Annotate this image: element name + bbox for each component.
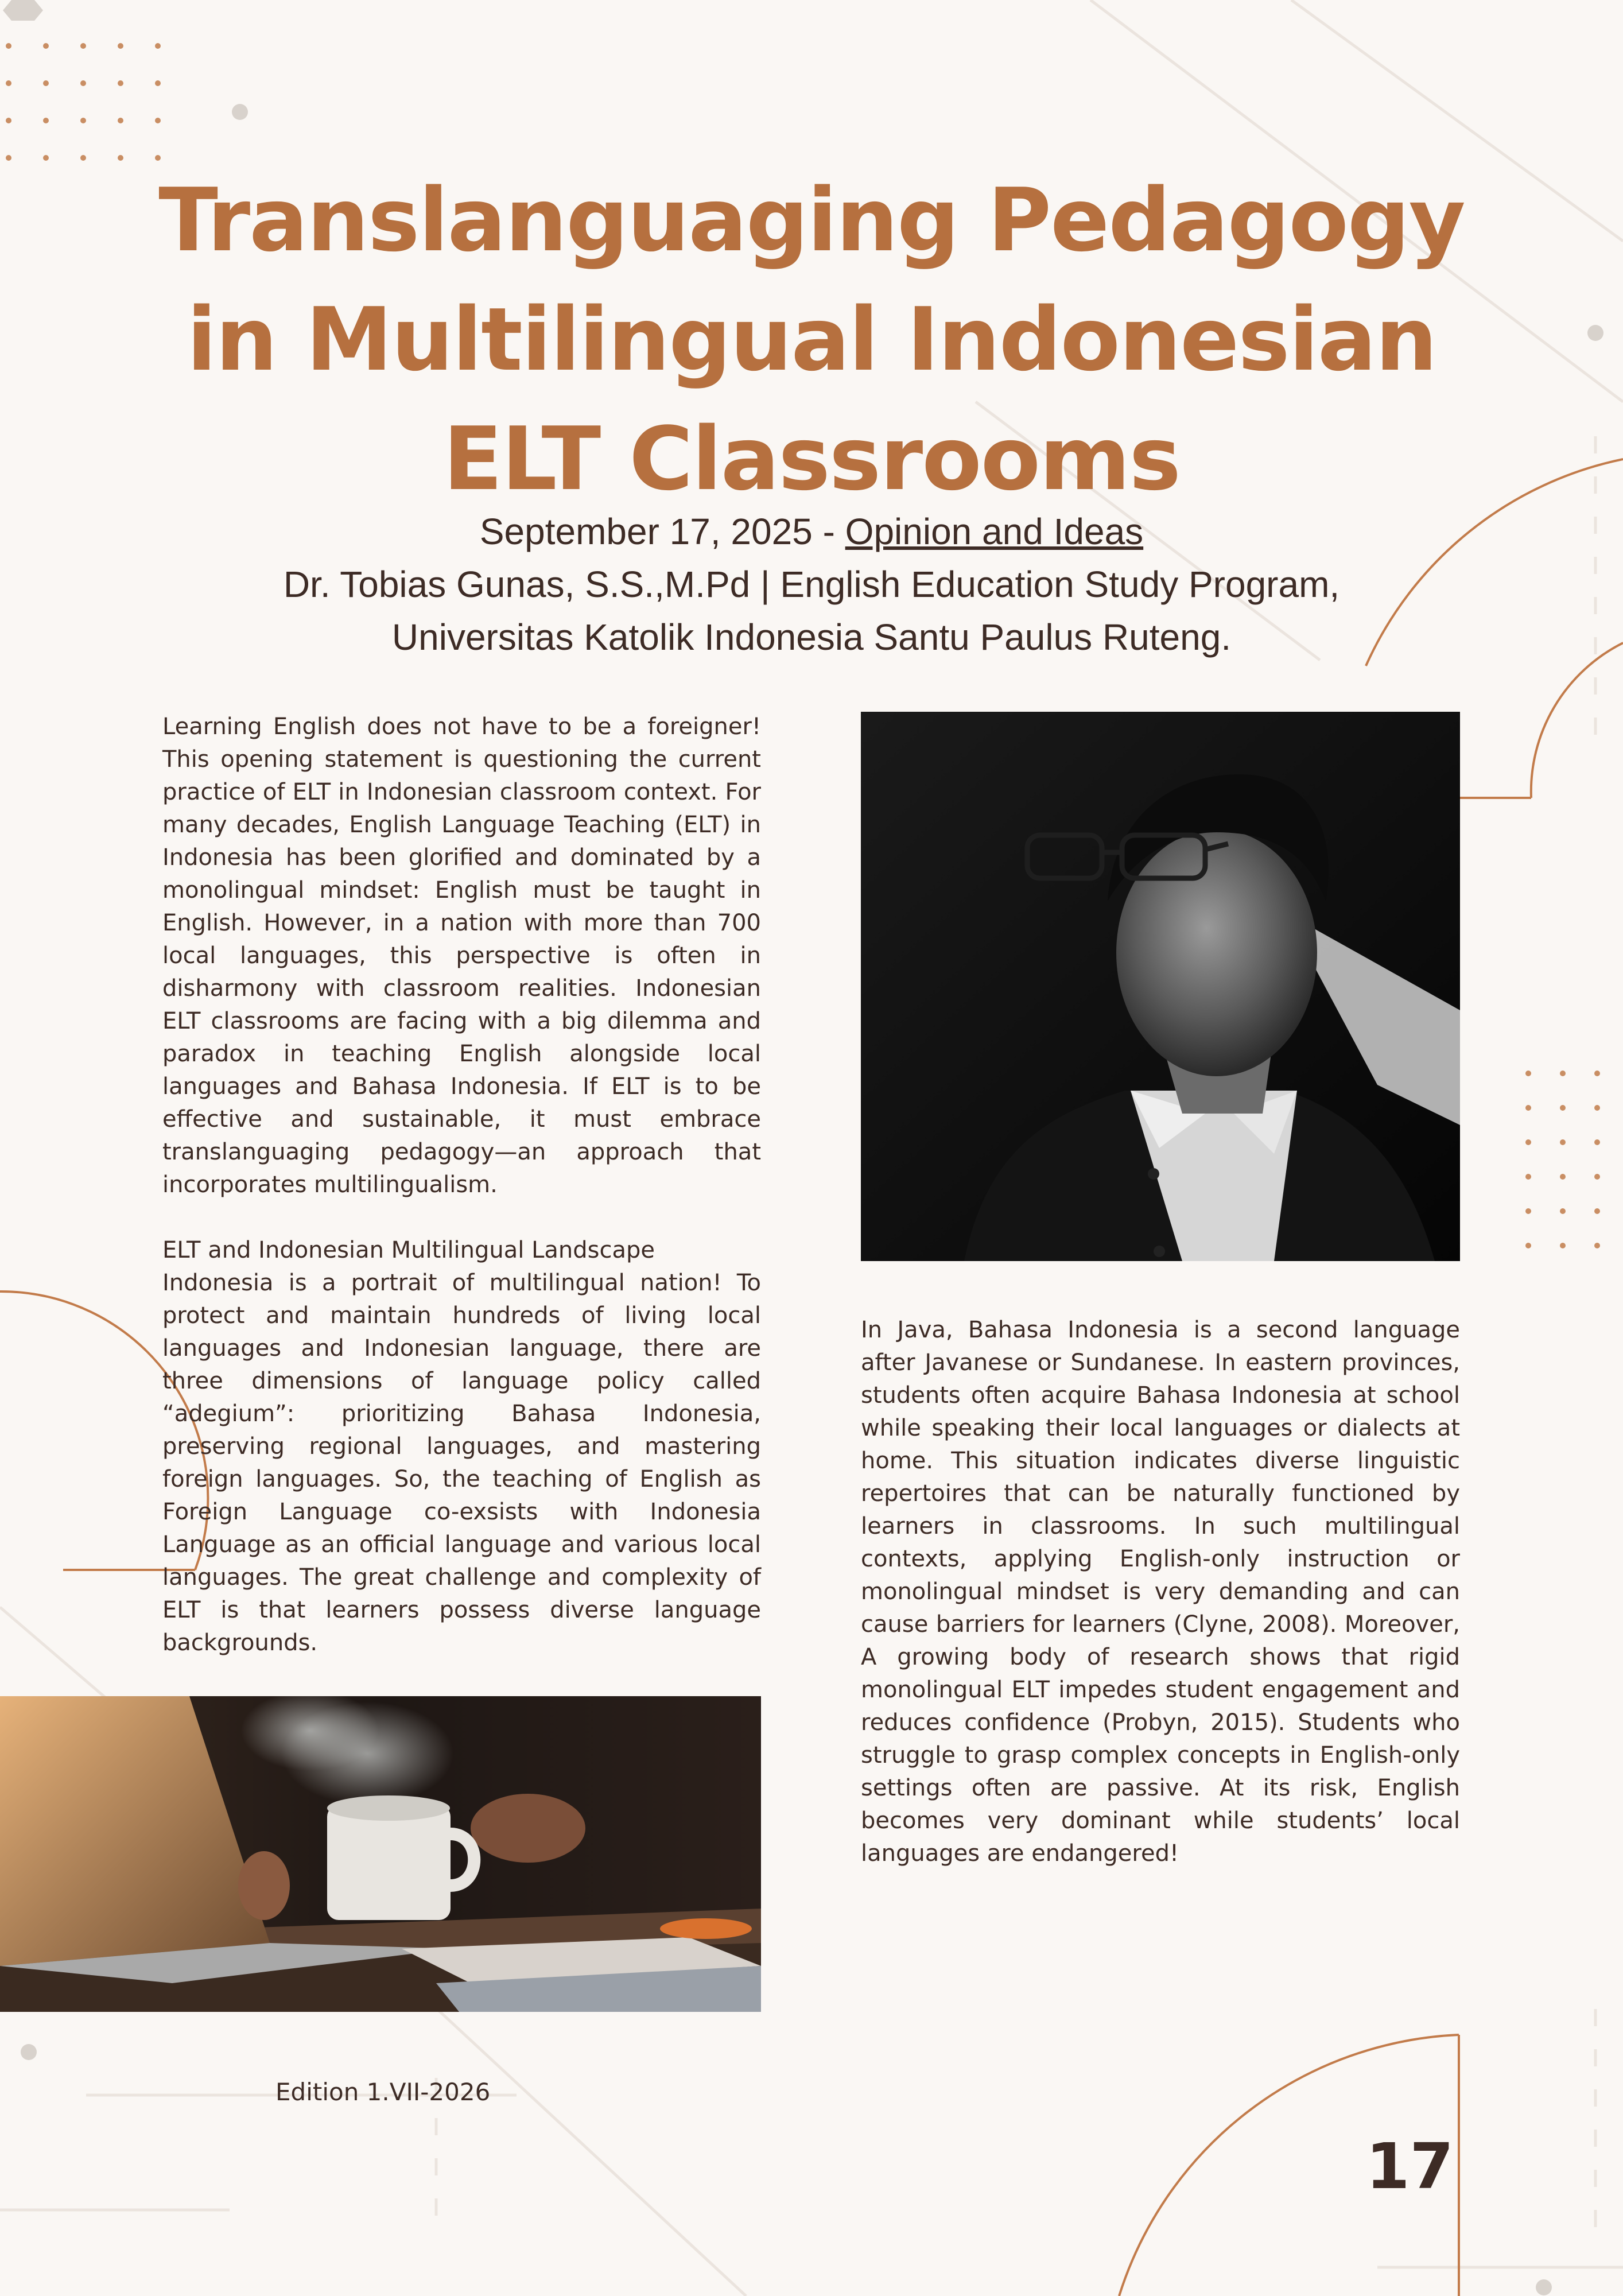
author-line-2: Universitas Katolik Indonesia Santu Paulus Ruteng. <box>391 616 1232 658</box>
section-heading: ELT and Indonesian Multilingual Landscape <box>162 1237 655 1263</box>
date-separator: - <box>812 511 845 552</box>
author-line-1: Dr. Tobias Gunas, S.S.,M.Pd | English Education Study Program, <box>283 564 1340 605</box>
article-title: Translanguaging Pedagogy in Multilingual Indonesian ELT Classrooms <box>158 169 1465 510</box>
right-column <box>861 1314 1460 1870</box>
article-date: September 17, 2025 <box>479 511 813 552</box>
laptop-coffee-photo <box>0 1696 761 2012</box>
left-column <box>162 711 761 1659</box>
article-dateline <box>115 505 1508 558</box>
author-portrait <box>861 712 1460 1261</box>
intro-paragraph: Learning English does not have to be a foreigner! This opening statement is questioning the current practice of ELT in Indonesian classroom context. For many decades, English Language Teaching (ELT) in Indonesia has been glorified and dominated by a monolingual mindset: English must be taught in English. However, in a nation with more than 700 local languages, this perspective is often in disharmony with classroom realities. Indonesian ELT classrooms are facing with a big dilemma and paradox in teaching English alongside local languages and Bahasa Indonesia. If ELT is to be effective and sustainable, it must embrace translanguaging pedagogy—an approach that incorporates multilingualism. <box>162 713 761 1198</box>
section-paragraph: Indonesia is a portrait of multilingual nation! To protect and maintain hundreds of living local languages and Indonesian language, there are three dimensions of language policy called “adegium”: prioritizing Bahasa Indonesia, preserving regional languages, and mastering foreign languages. So, the teaching of English as Foreign Language co-exsists with Indonesia Language as an official language and various local languages. The great challenge and complexity of ELT is that learners possess diverse language backgrounds. <box>162 1270 761 1656</box>
edition-label: Edition 1.VII-2026 <box>275 2078 491 2106</box>
category-link[interactable]: Opinion and Ideas <box>845 511 1144 552</box>
right-paragraph: In Java, Bahasa Indonesia is a second language after Javanese or Sundanese. In eastern provinces, students often acquire Bahasa Indonesia at school while speaking their local languages or dialects at home. This situation indicates diverse linguistic repertoires that can be naturally functioned by learners in classrooms. In such multilingual contexts, applying English-only instruction or monolingual mindset is very demanding and can cause barriers for learners (Clyne, 2008). Moreover, A growing body of research shows that rigid monolingual ELT impedes student engagement and reduces confidence (Probyn, 2015). Students who struggle to grasp complex concepts in English-only settings often are passive. At its risk, English becomes very dominant while students’ local languages are endangered! <box>861 1317 1460 1867</box>
page-number: 17 <box>1366 2130 1454 2203</box>
